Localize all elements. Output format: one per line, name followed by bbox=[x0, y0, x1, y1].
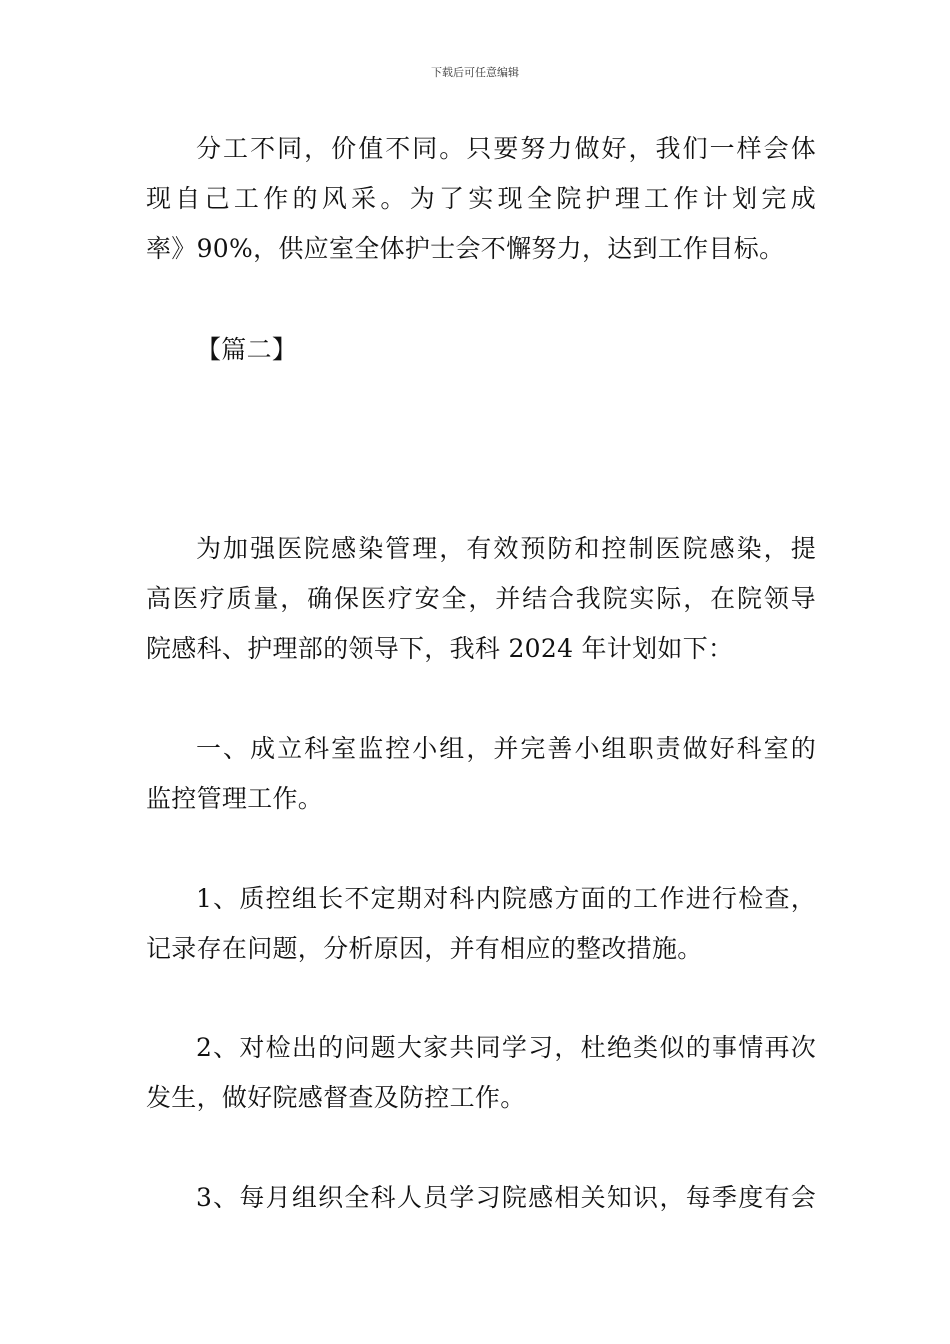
text-line: 发生，做好院感督查及防控工作。 bbox=[146, 1083, 526, 1112]
text-line: 高医疗质量，确保医疗安全，并结合我院实际，在院领导 bbox=[146, 584, 816, 613]
text-line: 2、对检出的问题大家共同学习，杜绝类似的事情再次 bbox=[196, 1033, 816, 1062]
text-line: 记录存在问题，分析原因，并有相应的整改措施。 bbox=[146, 934, 703, 963]
text-line: 监控管理工作。 bbox=[146, 784, 324, 813]
section-title: 【篇二】 bbox=[196, 335, 298, 364]
text-line: 为加强医院感染管理，有效预防和控制医院感染，提 bbox=[196, 534, 816, 563]
text-line: 1、质控组长不定期对科内院感方面的工作进行检查， bbox=[196, 884, 816, 913]
page-header-note: 下载后可任意编辑 bbox=[431, 66, 519, 79]
text-line: 院感科、护理部的领导下，我科 2024 年计划如下： bbox=[146, 634, 734, 663]
text-line: 一、成立科室监控小组，并完善小组职责做好科室的 bbox=[196, 734, 816, 763]
text-line: 率》90%，供应室全体护士会不懈努力，达到工作目标。 bbox=[146, 234, 785, 263]
text-line: 现自己工作的风采。为了实现全院护理工作计划完成 bbox=[146, 184, 816, 213]
text-line: 分工不同，价值不同。只要努力做好，我们一样会体 bbox=[196, 134, 816, 163]
text-line: 3、每月组织全科人员学习院感相关知识，每季度有会 bbox=[196, 1183, 816, 1212]
